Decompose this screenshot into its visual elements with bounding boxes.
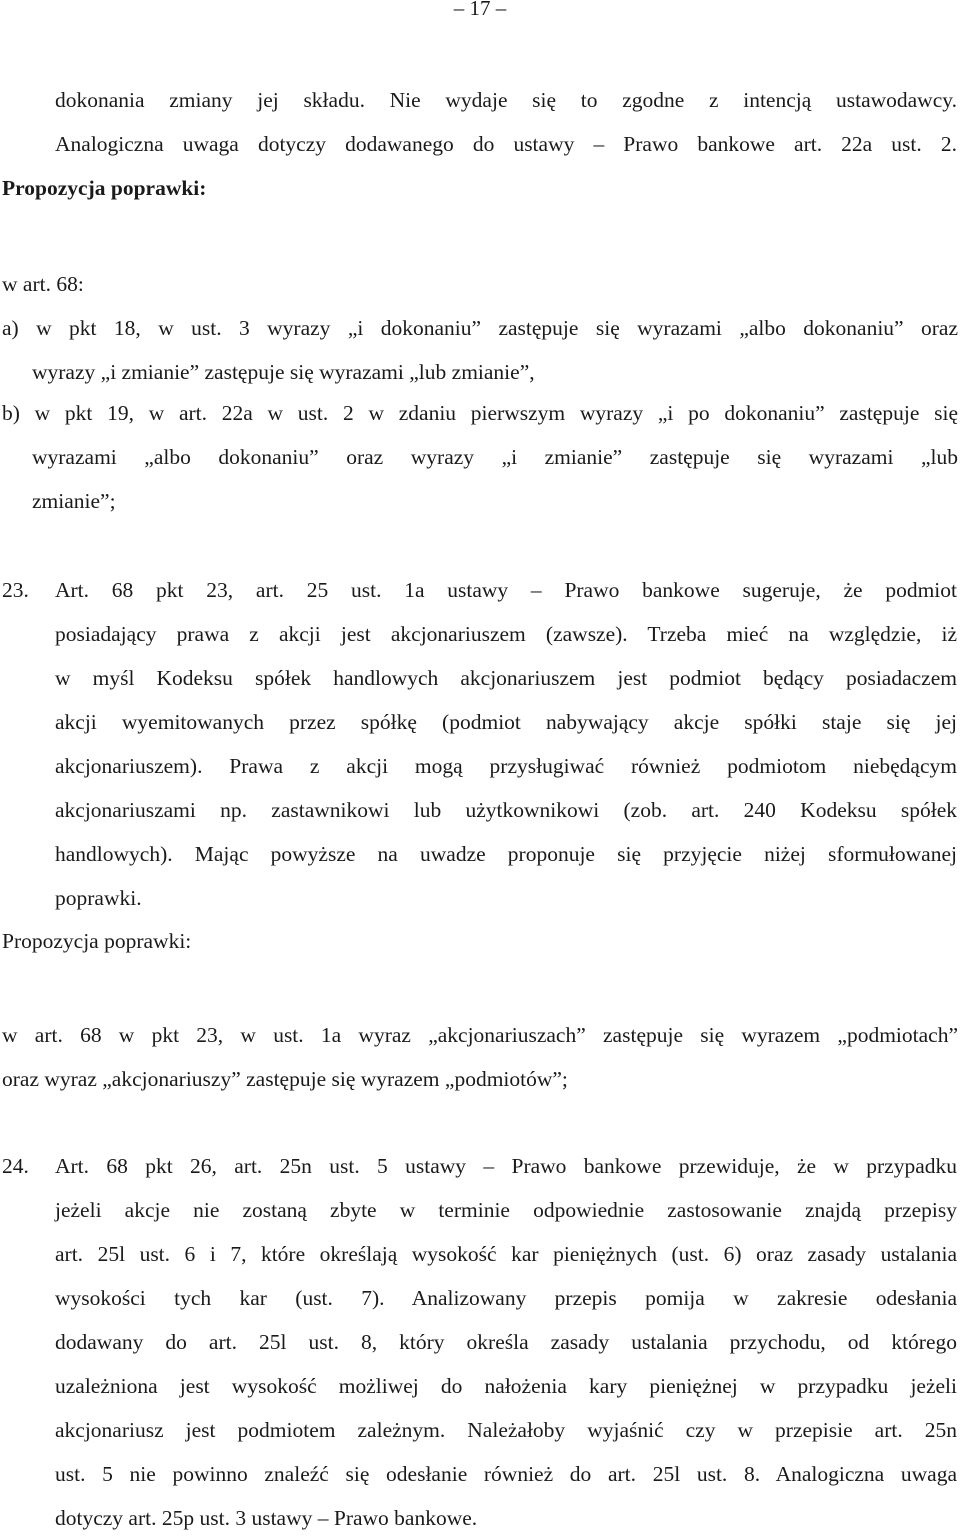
amendment-point-a [2, 306, 958, 394]
amendment-heading: Propozycja poprawki: [2, 929, 192, 953]
paragraph-line: akcjonariusz jest podmiotem zależnym. Należałoby wyjaśnić czy w przepisie art. 25n [55, 1418, 957, 1442]
item-number: 23. [2, 578, 29, 602]
paragraph-line: ust. 5 nie powinno znaleźć się odesłanie również do art. 25l ust. 8. Analogiczna uwaga [55, 1462, 957, 1486]
amendment-line: oraz wyraz „akcjonariuszy” zastępuje się wyrazem „podmiotów”; [2, 1067, 568, 1091]
paragraph-line: dokonania zmiany jej składu. Nie wydaje się to zgodne z intencją ustawodawcy. [55, 88, 957, 112]
paragraph-line: dotyczy art. 25p ust. 3 ustawy – Prawo bankowe. [55, 1506, 478, 1530]
point-line: wyrazami „albo dokonaniu” oraz wyrazy „i zmianie” zastępuje się wyrazami „lub [32, 445, 958, 469]
point-line: wyrazy „i zmianie” zastępuje się wyrazami „lub zmianie”, [32, 360, 535, 384]
paragraph-line: jeżeli akcje nie zostaną zbyte w terminie odpowiednie zastosowanie znajdą przepisy [55, 1198, 957, 1222]
paragraph-line: poprawki. [55, 886, 142, 910]
paragraph-line: handlowych). Mając powyższe na uwadze proponuje się przyjęcie niżej sformułowanej [55, 842, 957, 866]
paragraph-line: posiadający prawa z akcji jest akcjonariuszem (zawsze). Trzeba mieć na względzie, iż [55, 622, 957, 646]
amendment-line: w art. 68 w pkt 23, w ust. 1a wyraz „akcjonariuszach” zastępuje się wyrazem „podmiotach” [2, 1023, 958, 1047]
paragraph-line: wysokości tych kar (ust. 7). Analizowany przepis pomija w zakresie odesłania [55, 1286, 957, 1310]
paragraph-line: Art. 68 pkt 23, art. 25 ust. 1a ustawy – Prawo bankowe sugeruje, że podmiot [55, 578, 957, 602]
point-line: b) w pkt 19, w art. 22a w ust. 2 w zdaniu pierwszym wyrazy „i po dokonaniu” zastępuje się [2, 401, 958, 425]
amendment-intro: w art. 68: [2, 272, 84, 296]
point-line: a) w pkt 18, w ust. 3 wyrazy „i dokonaniu” zastępuje się wyrazami „albo dokonaniu” oraz [2, 316, 958, 340]
paragraph-line: art. 25l ust. 6 i 7, które określają wysokość kar pieniężnych (ust. 6) oraz zasady ustalania [55, 1242, 957, 1266]
paragraph-line: Art. 68 pkt 26, art. 25n ust. 5 ustawy – Prawo bankowe przewiduje, że w przypadku [55, 1154, 957, 1178]
paragraph-line: akcjonariuszami np. zastawnikowi lub użytkownikowi (zob. art. 240 Kodeksu spółek [55, 798, 957, 822]
item-24-paragraph [55, 1144, 957, 1540]
amendment-point-b [2, 391, 958, 523]
page-number: – 17 – [453, 0, 507, 20]
point-line: zmianie”; [32, 489, 116, 513]
intro-paragraph [55, 78, 957, 166]
amendment-text [2, 1013, 958, 1101]
paragraph-line: akcjonariuszem). Prawa z akcji mogą przysługiwać również podmiotom niebędącym [55, 754, 957, 778]
paragraph-line: Analogiczna uwaga dotyczy dodawanego do ustawy – Prawo bankowe art. 22a ust. 2. [55, 132, 957, 156]
paragraph-line: w myśl Kodeksu spółek handlowych akcjonariuszem jest podmiot będący posiadaczem [55, 666, 957, 690]
paragraph-line: akcji wyemitowanych przez spółkę (podmiot nabywający akcje spółki staje się jej [55, 710, 957, 734]
paragraph-line: uzależniona jest wysokość możliwej do nałożenia kary pieniężnej w przypadku jeżeli [55, 1374, 957, 1398]
item-number: 24. [2, 1154, 29, 1178]
amendment-heading: Propozycja poprawki: [2, 176, 207, 200]
item-23-paragraph [55, 568, 957, 920]
paragraph-line: dodawany do art. 25l ust. 8, który określa zasady ustalania przychodu, od którego [55, 1330, 957, 1354]
